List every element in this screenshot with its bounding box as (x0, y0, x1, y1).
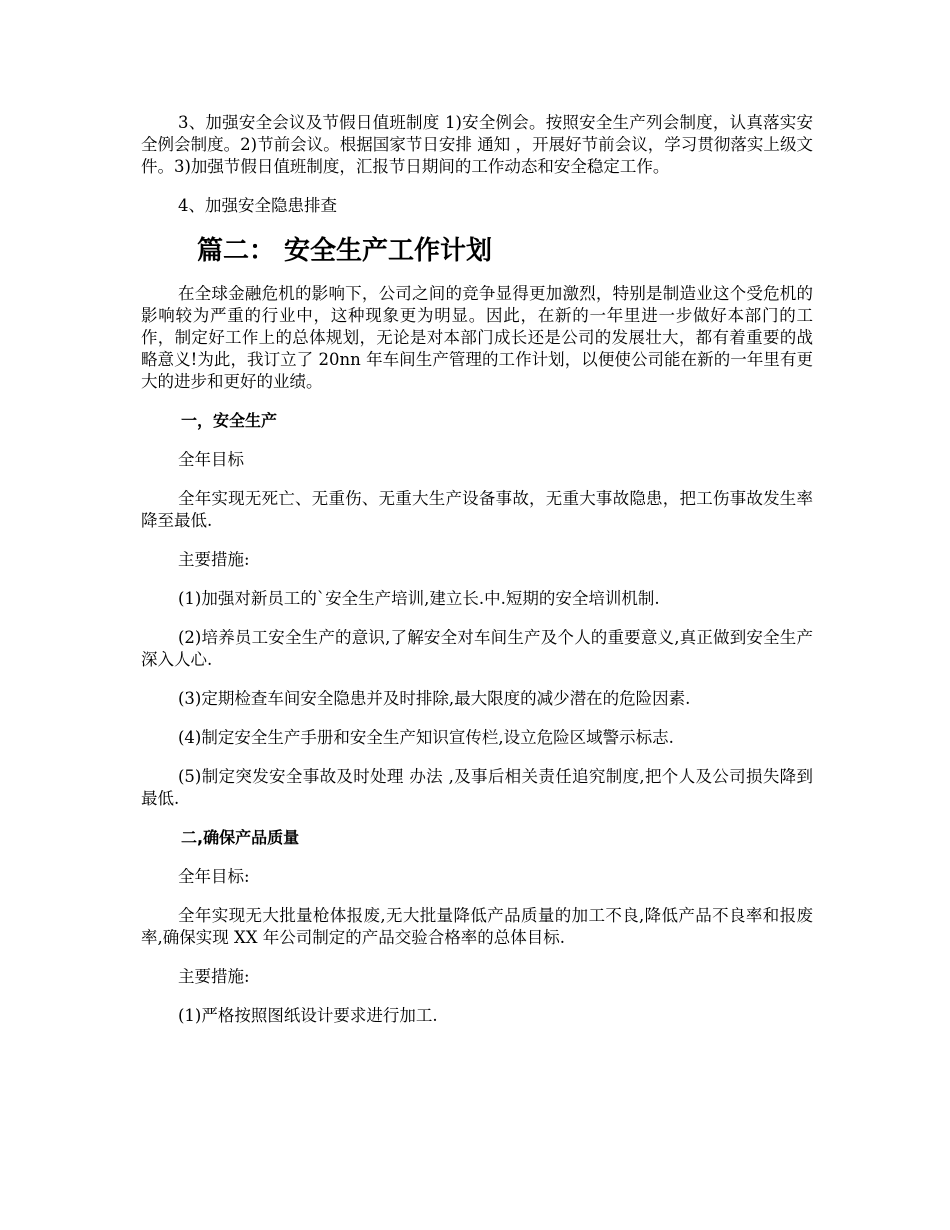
paragraph-main-measures-label: 主要措施: (178, 550, 250, 569)
paragraph-measure-5: (5)制定突发安全事故及时处理 办法 ,及事后相关责任追究制度,把个人及公司损失降到最低. (141, 767, 813, 808)
paragraph-measure-1: (1)加强对新员工的`安全生产培训,建立长.中.短期的安全培训机制. (178, 589, 660, 608)
paragraph-measure-3: (3)定期检查车间安全隐患并及时排除,最大限度的减少潜在的危险因素. (178, 689, 691, 708)
paragraph-quality-measure-1: (1)严格按照图纸设计要求进行加工. (178, 1006, 438, 1025)
document-page (141, 112, 813, 1044)
heading-product-quality: 二,确保产品质量 (181, 828, 300, 847)
paragraph-measure-2: (2)培养员工安全生产的意识,了解安全对车间生产及个人的重要意义,真正做到安全生产深入人心. (141, 628, 813, 669)
paragraph-main-measures-label-2: 主要措施: (178, 967, 250, 986)
heading-safety-production: 一，安全生产 (181, 411, 278, 430)
paragraph-annual-goal-quality: 全年实现无大批量枪体报废,无大批量降低产品质量的加工不良,降低产品不良率和报废率,确保实现 XX 年公司制定的产品交验合格率的总体目标. (141, 906, 813, 947)
paragraph-hazard-inspection: 4、加强安全隐患排查 (178, 196, 337, 215)
paragraph-annual-goal-safety: 全年实现无死亡、无重伤、无重大生产设备事故，无重大事故隐患，把工伤事故发生率降至最低. (141, 489, 813, 530)
paragraph-annual-goal-label: 全年目标 (178, 450, 244, 469)
paragraph-meeting-holiday-system: 3、加强安全会议及节假日值班制度 1)安全例会。按照安全生产列会制度，认真落实安全例会制度。2)节前会议。根据国家节日安排 通知 ，开展好节前会议，学习贯彻落实上级文件。3)加强节假日值班制度，汇报节日期间的工作动态和安全稳定工作。 (141, 113, 813, 176)
section-title-part-two: 篇二： 安全生产工作计划 (197, 236, 493, 266)
paragraph-measure-4: (4)制定安全生产手册和安全生产知识宣传栏,设立危险区域警示标志. (178, 728, 674, 747)
paragraph-annual-goal-label-2: 全年目标: (178, 867, 250, 886)
paragraph-introduction: 在全球金融危机的影响下，公司之间的竞争显得更加激烈，特别是制造业这个受危机的影响较为严重的行业中，这种现象更为明显。因此，在新的一年里进一步做好本部门的工作，制定好工作上的总体规划，无论是对本部门成长还是公司的发展壮大，都有着重要的战略意义!为此，我订立了 20nn 年车间生产管理的工作计划，以便使公司能在新的一年里有更大的进步和更好的业绩。 (141, 284, 813, 391)
